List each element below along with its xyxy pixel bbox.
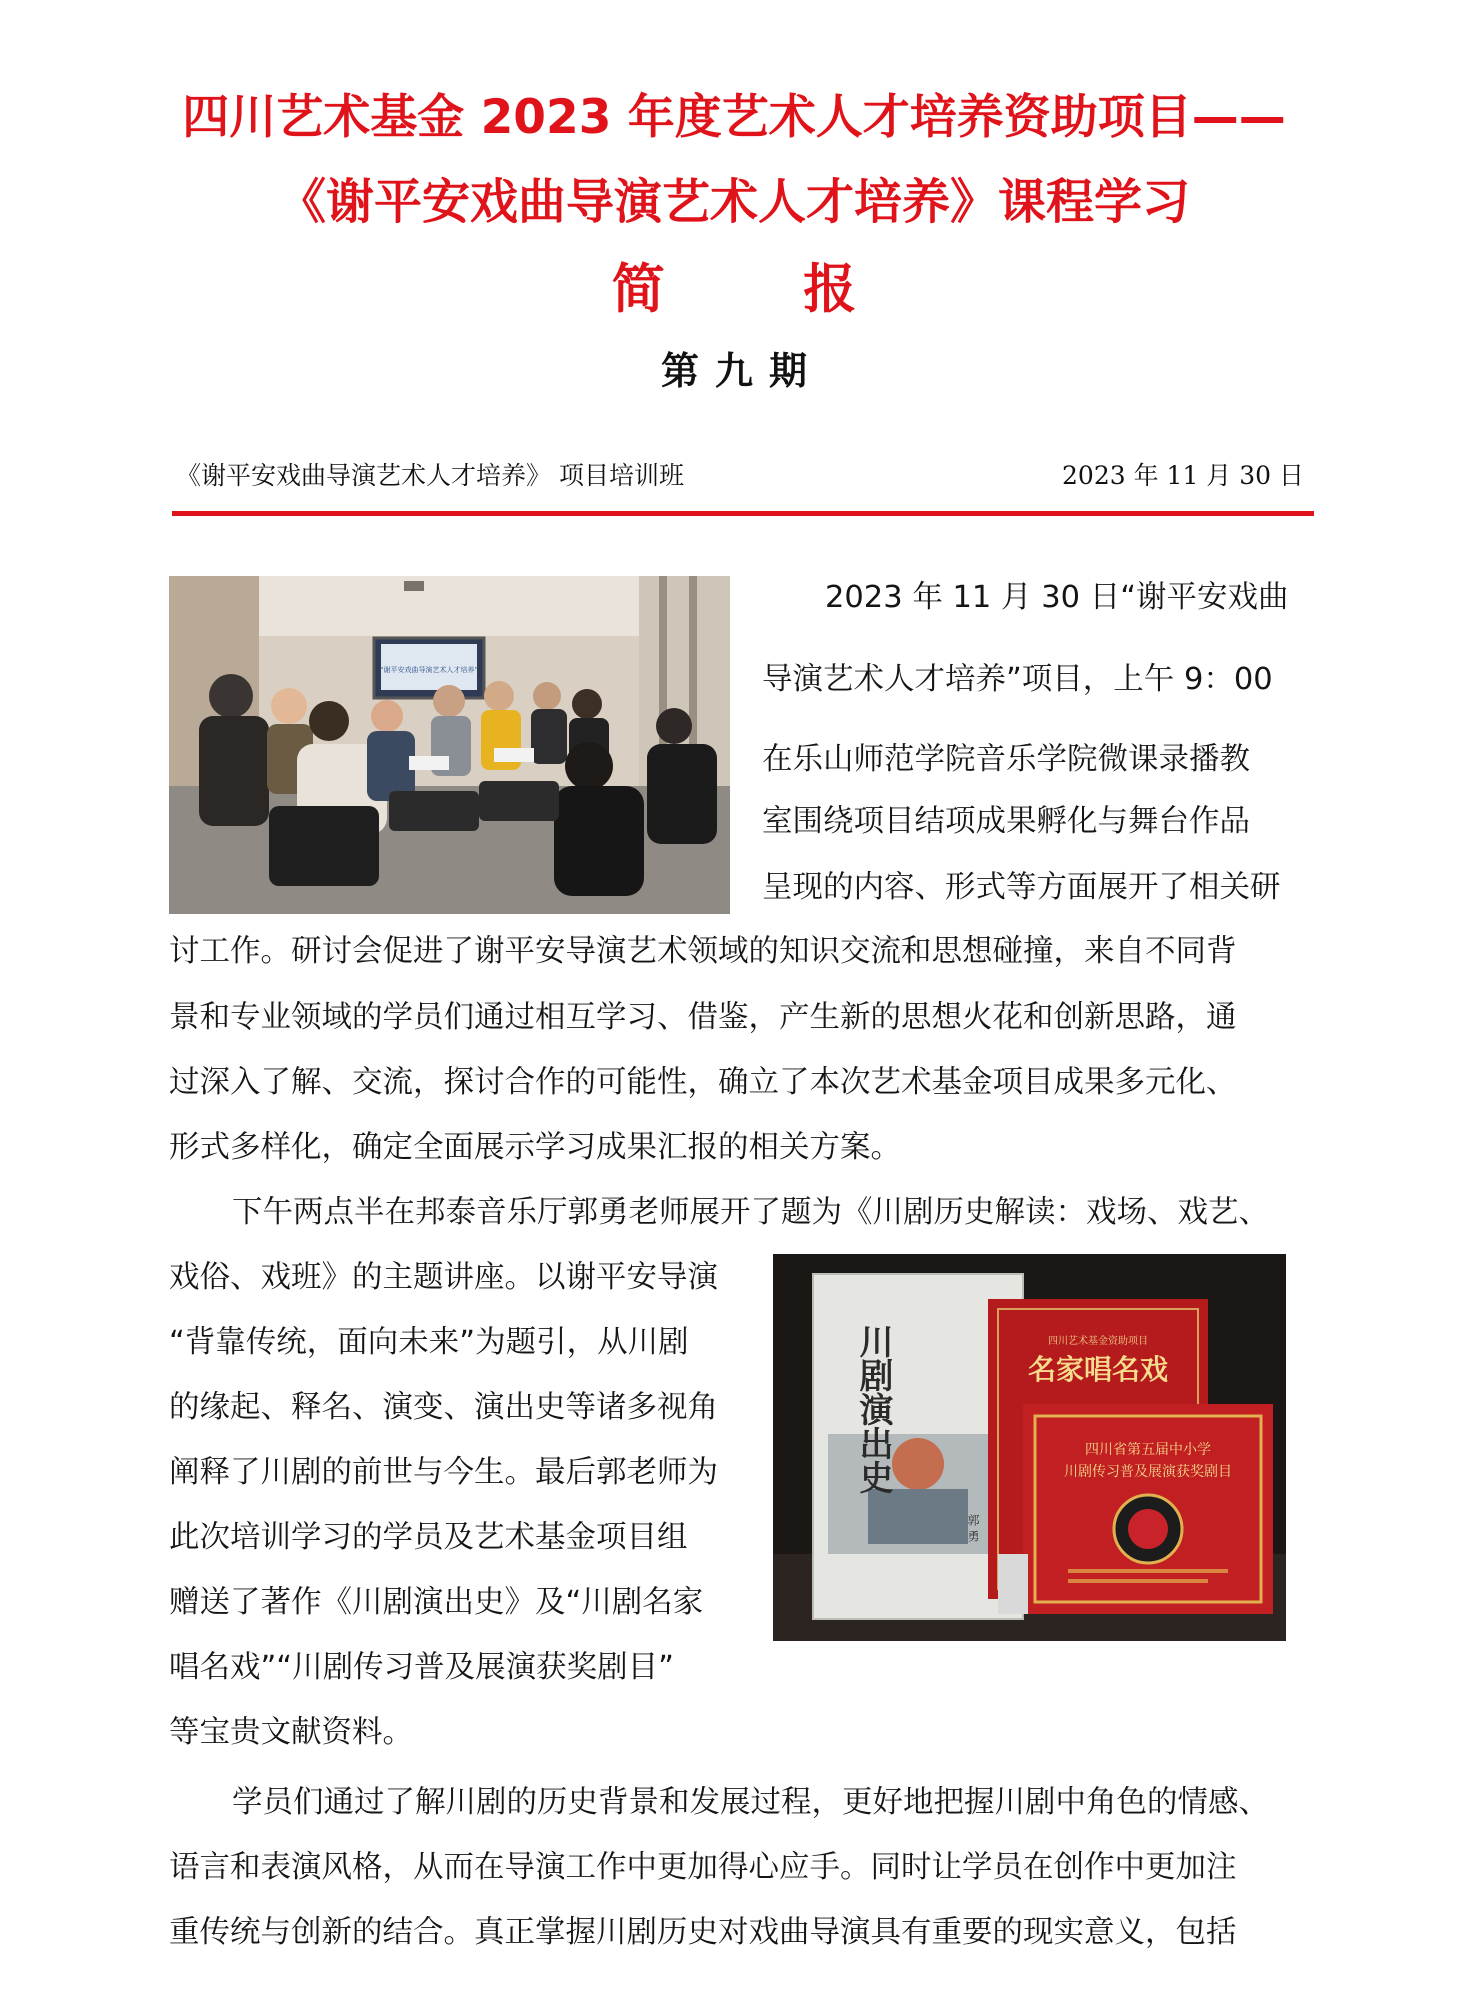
paragraph-2-line: 阐释了川剧的前世与今生。最后郭老师为 [169, 1455, 718, 1490]
screen-caption: “谢平安戏曲导演艺术人才培养” [379, 666, 479, 674]
paragraph-1-line: 景和专业领域的学员们通过相互学习、借鉴，产生新的思想火花和创新思路，通 [169, 1000, 1237, 1035]
book1-title: 川剧演出史 [853, 1324, 893, 1494]
book2-title: 名家唱名戏 [1027, 1353, 1169, 1386]
paragraph-1-line: 形式多样化，确定全面展示学习成果汇报的相关方案。 [169, 1130, 901, 1165]
seminar-photo [169, 576, 730, 914]
paragraph-2-line: “背靠传统，面向未来”为题引，从川剧 [169, 1325, 689, 1360]
paragraph-1-line: 室围绕项目结项成果孵化与舞台作品 [762, 804, 1250, 839]
paragraph-1-line: 呈现的内容、形式等方面展开了相关研 [762, 870, 1281, 905]
book3-title-2: 川剧传习普及展演获奖剧目 [1064, 1464, 1232, 1480]
paragraph-1-line: 导演艺术人才培养”项目，上午 9：00 [762, 662, 1273, 697]
header-divider [172, 511, 1314, 516]
report-title-line-2: 《谢平安戏曲导演艺术人才培养》课程学习 [277, 174, 1190, 230]
paragraph-2-line: 戏俗、戏班》的主题讲座。以谢平安导演 [169, 1260, 718, 1295]
book2-subtitle: 四川艺术基金资助项目 [1048, 1336, 1148, 1347]
paragraph-2-line: 下午两点半在邦泰音乐厅郭勇老师展开了题为《川剧历史解读：戏场、戏艺、 [232, 1195, 1269, 1230]
report-title-line-3: 简 报 [611, 259, 917, 320]
paragraph-2-line: 此次培训学习的学员及艺术基金项目组 [169, 1520, 688, 1555]
book3-title-1: 四川省第五届中小学 [1085, 1442, 1211, 1458]
paragraph-3-line: 学员们通过了解川剧的历史背景和发展过程，更好地把握川剧中角色的情感、 [232, 1785, 1269, 1820]
report-title-line-1: 四川艺术基金 2023 年度艺术人才培养资助项目—— [182, 90, 1286, 145]
issuer-name: 《谢平安戏曲导演艺术人才培养》 项目培训班 [176, 461, 684, 490]
issue-number: 第九期 [660, 349, 823, 393]
paragraph-2-line: 唱名戏”“川剧传习普及展演获奖剧目” [169, 1650, 674, 1685]
book1-author: 郭 勇 [966, 1514, 980, 1542]
paragraph-2-line: 等宝贵文献资料。 [169, 1715, 413, 1750]
paragraph-3-line: 重传统与创新的结合。真正掌握川剧历史对戏曲导演具有重要的现实意义，包括 [169, 1915, 1237, 1950]
paragraph-3-line: 语言和表演风格，从而在导演工作中更加得心应手。同时让学员在创作中更加注 [169, 1850, 1237, 1885]
paragraph-2-line: 的缘起、释名、演变、演出史等诸多视角 [169, 1390, 718, 1425]
books-photo [773, 1254, 1286, 1641]
paragraph-2-line: 赠送了著作《川剧演出史》及“川剧名家 [169, 1585, 704, 1620]
paragraph-1-line: 讨工作。研讨会促进了谢平安导演艺术领域的知识交流和思想碰撞，来自不同背 [169, 934, 1237, 969]
issue-date: 2023 年 11 月 30 日 [1062, 461, 1304, 490]
paragraph-1-line: 在乐山师范学院音乐学院微课录播教 [762, 742, 1250, 777]
paragraph-1-line: 过深入了解、交流，探讨合作的可能性，确立了本次艺术基金项目成果多元化、 [169, 1065, 1237, 1100]
paragraph-1-line: 2023 年 11 月 30 日“谢平安戏曲 [825, 580, 1289, 615]
